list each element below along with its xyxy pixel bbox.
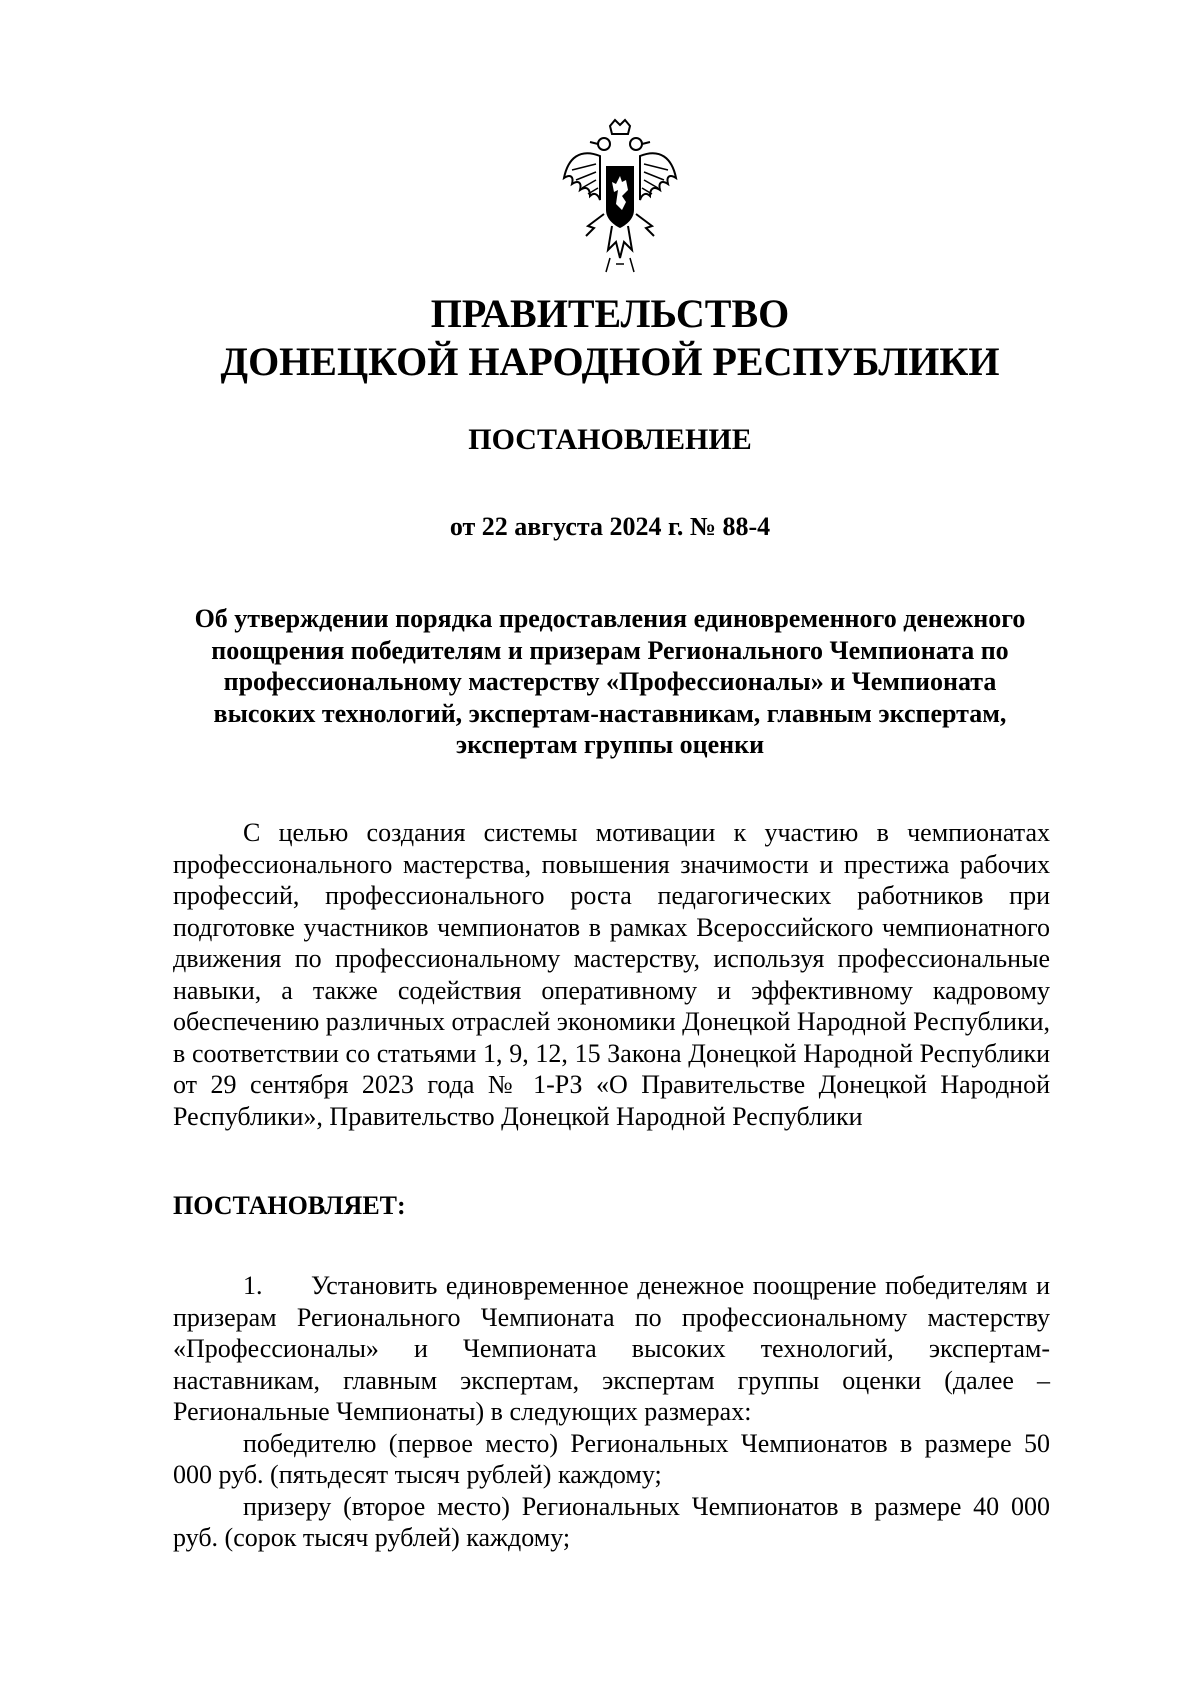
point-1-item: победителю (первое место) Региональных Чемпионатов в размере 50 000 руб. (пятьдесят тысяч рублей) каждому;: [173, 1428, 1050, 1489]
point-1: [173, 1270, 1050, 1554]
preamble: [173, 817, 1050, 1132]
resolves-heading: ПОСТАНОВЛЯЕТ:: [173, 1191, 406, 1220]
government-line-1: ПРАВИТЕЛЬСТВО: [430, 291, 790, 336]
government-title: [170, 290, 1050, 386]
document-type: ПОСТАНОВЛЕНИЕ: [468, 423, 752, 456]
preamble-text: С целью создания системы мотивации к участию в чемпионатах профессионального мастерства, повышения значимости и престижа рабочих профессий, профессионального роста педагогических работников при подготовке участников чемпионатов в рамках Всероссийского чемпионатного движения по профессиональному мастерству, используя профессиональные навыки, а также содействия оперативному и эффективному кадровому обеспечению различных отраслей экономики Донецкой Народной Республики, в соответствии со статьями 1, 9, 12, 15 Закона Донецкой Народной Республики от 29 сентября 2023 года № 1-РЗ «О Правительстве Донецкой Народной Республики», Правительство Донецкой Народной Республики: [173, 818, 1050, 1131]
government-line-2: ДОНЕЦКОЙ НАРОДНОЙ РЕСПУБЛИКИ: [220, 339, 1000, 384]
point-1-number: 1.: [243, 1271, 263, 1300]
point-1-body: Установить единовременное денежное поощрение победителям и призерам Регионального Чемпионата по профессиональному мастерству «Профессионалы» и Чемпионата высоких технологий, экспертам-наставникам, главным экспертам, экспертам группы оценки (далее – Региональные Чемпионаты) в следующих размерах:: [173, 1271, 1050, 1426]
date-number: от 22 августа 2024 г. № 88-4: [449, 512, 771, 541]
document-subject: Об утверждении порядка предоставления единовременного денежного поощрения победителям и призерам Регионального Чемпионата по профессиональному мастерству «Профессионалы» и Чемпионата высоких технологий, экспертам-наставникам, главным экспертам, экспертам группы оценки: [194, 604, 1026, 759]
point-1-text: [173, 1270, 1050, 1428]
coat-of-arms-icon: [560, 118, 680, 276]
point-1-item: призеру (второе место) Региональных Чемпионатов в размере 40 000 руб. (сорок тысяч рублей) каждому;: [173, 1491, 1050, 1552]
